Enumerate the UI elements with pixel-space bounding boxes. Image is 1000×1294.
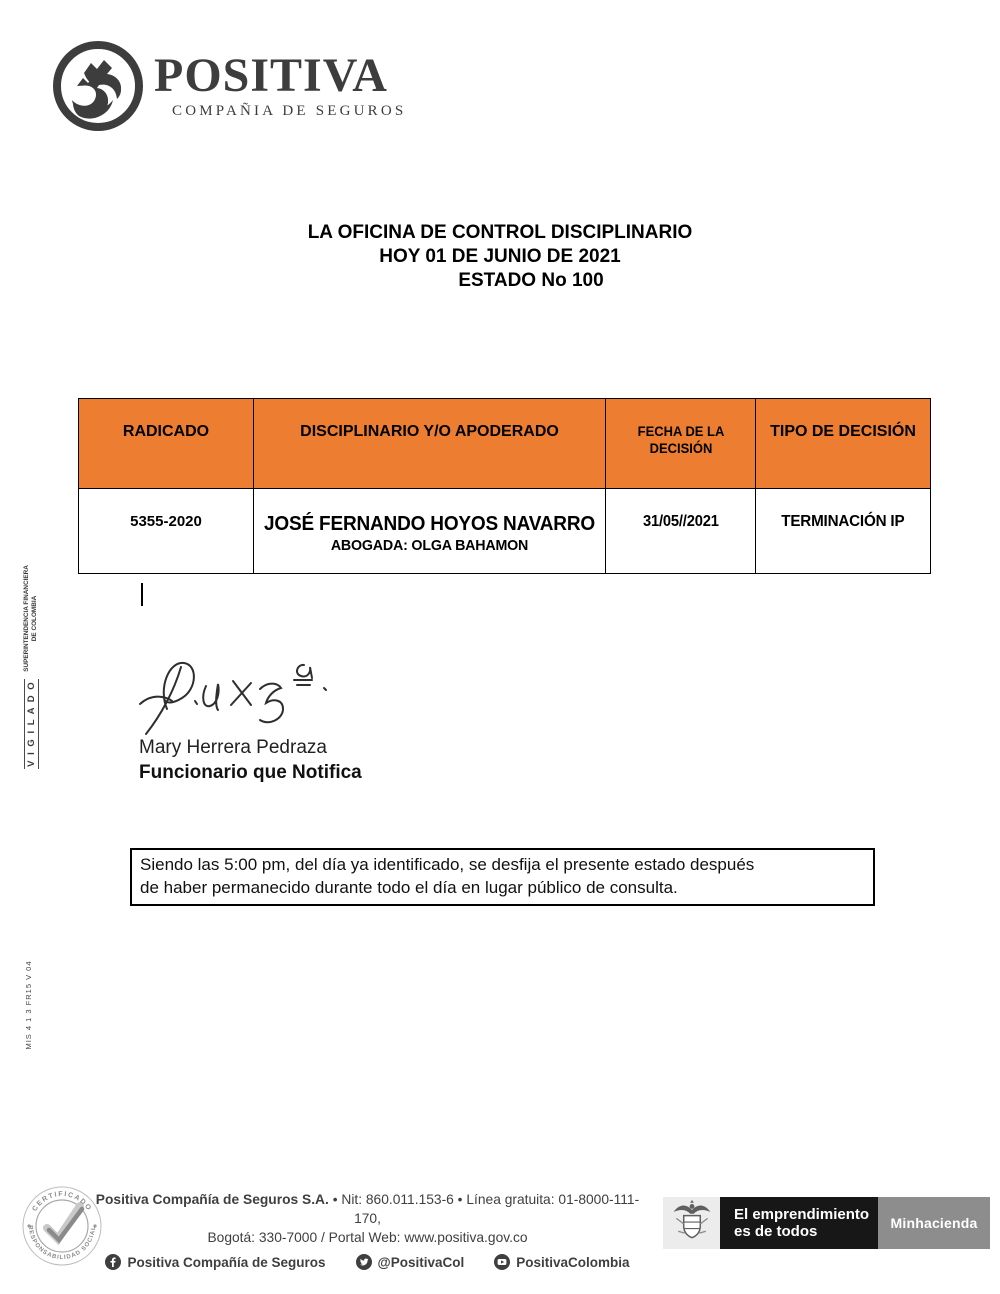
social-row bbox=[95, 1254, 640, 1270]
title-line-1: LA OFICINA DE CONTROL DISCIPLINARIO bbox=[307, 222, 693, 243]
facebook-icon bbox=[105, 1254, 121, 1270]
twitter-item: @PositivaCol bbox=[356, 1254, 465, 1270]
facebook-item: Positiva Compañía de Seguros bbox=[105, 1254, 325, 1270]
colombia-crest-box bbox=[663, 1197, 720, 1249]
notice-line-1: Siendo las 5:00 pm, del día ya identificado, se desfija el presente estado después bbox=[140, 855, 755, 874]
minhacienda-label: Minhacienda bbox=[878, 1197, 990, 1249]
logo-name: POSITIVA bbox=[154, 49, 388, 102]
vigilado-sidebar bbox=[12, 565, 50, 767]
header-tipo: TIPO DE DECISIÓN bbox=[756, 399, 931, 489]
youtube-icon bbox=[494, 1254, 510, 1270]
notifier-role: Funcionario que Notifica bbox=[139, 762, 362, 783]
abogada-name: ABOGADA: OLGA BAHAMON bbox=[330, 537, 529, 554]
twitter-icon bbox=[356, 1254, 372, 1270]
youtube-item: PositivaColombia bbox=[494, 1254, 629, 1270]
colombia-crest-icon bbox=[671, 1200, 713, 1246]
decisions-table bbox=[78, 398, 931, 574]
cell-radicado: 5355-2020 bbox=[79, 489, 254, 574]
notifier-name: Mary Herrera Pedraza bbox=[139, 737, 327, 758]
svg-text:RESPONSABILIDAD SOCIAL: RESPONSABILIDAD SOCIAL bbox=[26, 1225, 98, 1262]
gov-banner bbox=[663, 1197, 990, 1249]
positiva-logo bbox=[52, 40, 406, 132]
gov-slogan: El emprendimiento es de todos bbox=[720, 1197, 878, 1249]
header-radicado: RADICADO bbox=[79, 399, 254, 489]
vigilado-label: V I G I L A D O bbox=[25, 680, 37, 767]
signature-image bbox=[136, 648, 346, 743]
disciplinario-name: JOSÉ FERNANDO HOYOS NAVARRO bbox=[264, 513, 595, 535]
table-header-row bbox=[79, 399, 931, 489]
certification-seal-icon bbox=[20, 1184, 104, 1268]
notice-line-2: de haber permanecido durante todo el día en lugar público de consulta. bbox=[140, 878, 678, 897]
header-disciplinario: DISCIPLINARIO Y/O APODERADO bbox=[254, 399, 606, 489]
document-code: MIS 4 1 3 FR15 V 04 bbox=[24, 960, 33, 1050]
superintendencia-label: SUPERINTENDENCIA FINANCIERA DE COLOMBIA bbox=[23, 565, 38, 672]
footer-line-1: Positiva Compañía de Seguros S.A. • Nit: 860.011.153-6 • Línea gratuita: 01-8000-111-170, bbox=[95, 1192, 640, 1226]
table-row bbox=[79, 489, 931, 574]
logo-subtitle: COMPAÑIA DE SEGUROS bbox=[172, 103, 407, 119]
cell-disciplinario bbox=[254, 489, 606, 574]
svg-text:CERTIFICADO: CERTIFICADO bbox=[31, 1190, 93, 1213]
document-title bbox=[0, 221, 1000, 293]
cell-tipo: TERMINACIÓN IP bbox=[756, 489, 931, 574]
text-cursor-mark bbox=[141, 583, 143, 606]
footer-line-2: Bogotá: 330-7000 / Portal Web: www.positiva.gov.co bbox=[207, 1230, 528, 1245]
cell-fecha: 31/05//2021 bbox=[606, 489, 756, 574]
title-line-2: HOY 01 DE JUNIO DE 2021 bbox=[379, 246, 621, 267]
notifier-block bbox=[139, 735, 362, 785]
notice-box bbox=[130, 848, 875, 906]
title-line-3: ESTADO No 100 bbox=[458, 270, 604, 291]
positiva-doves-icon bbox=[52, 40, 144, 132]
footer-contact bbox=[95, 1190, 640, 1270]
header-fecha: FECHA DE LA DECISIÓN bbox=[606, 399, 756, 489]
